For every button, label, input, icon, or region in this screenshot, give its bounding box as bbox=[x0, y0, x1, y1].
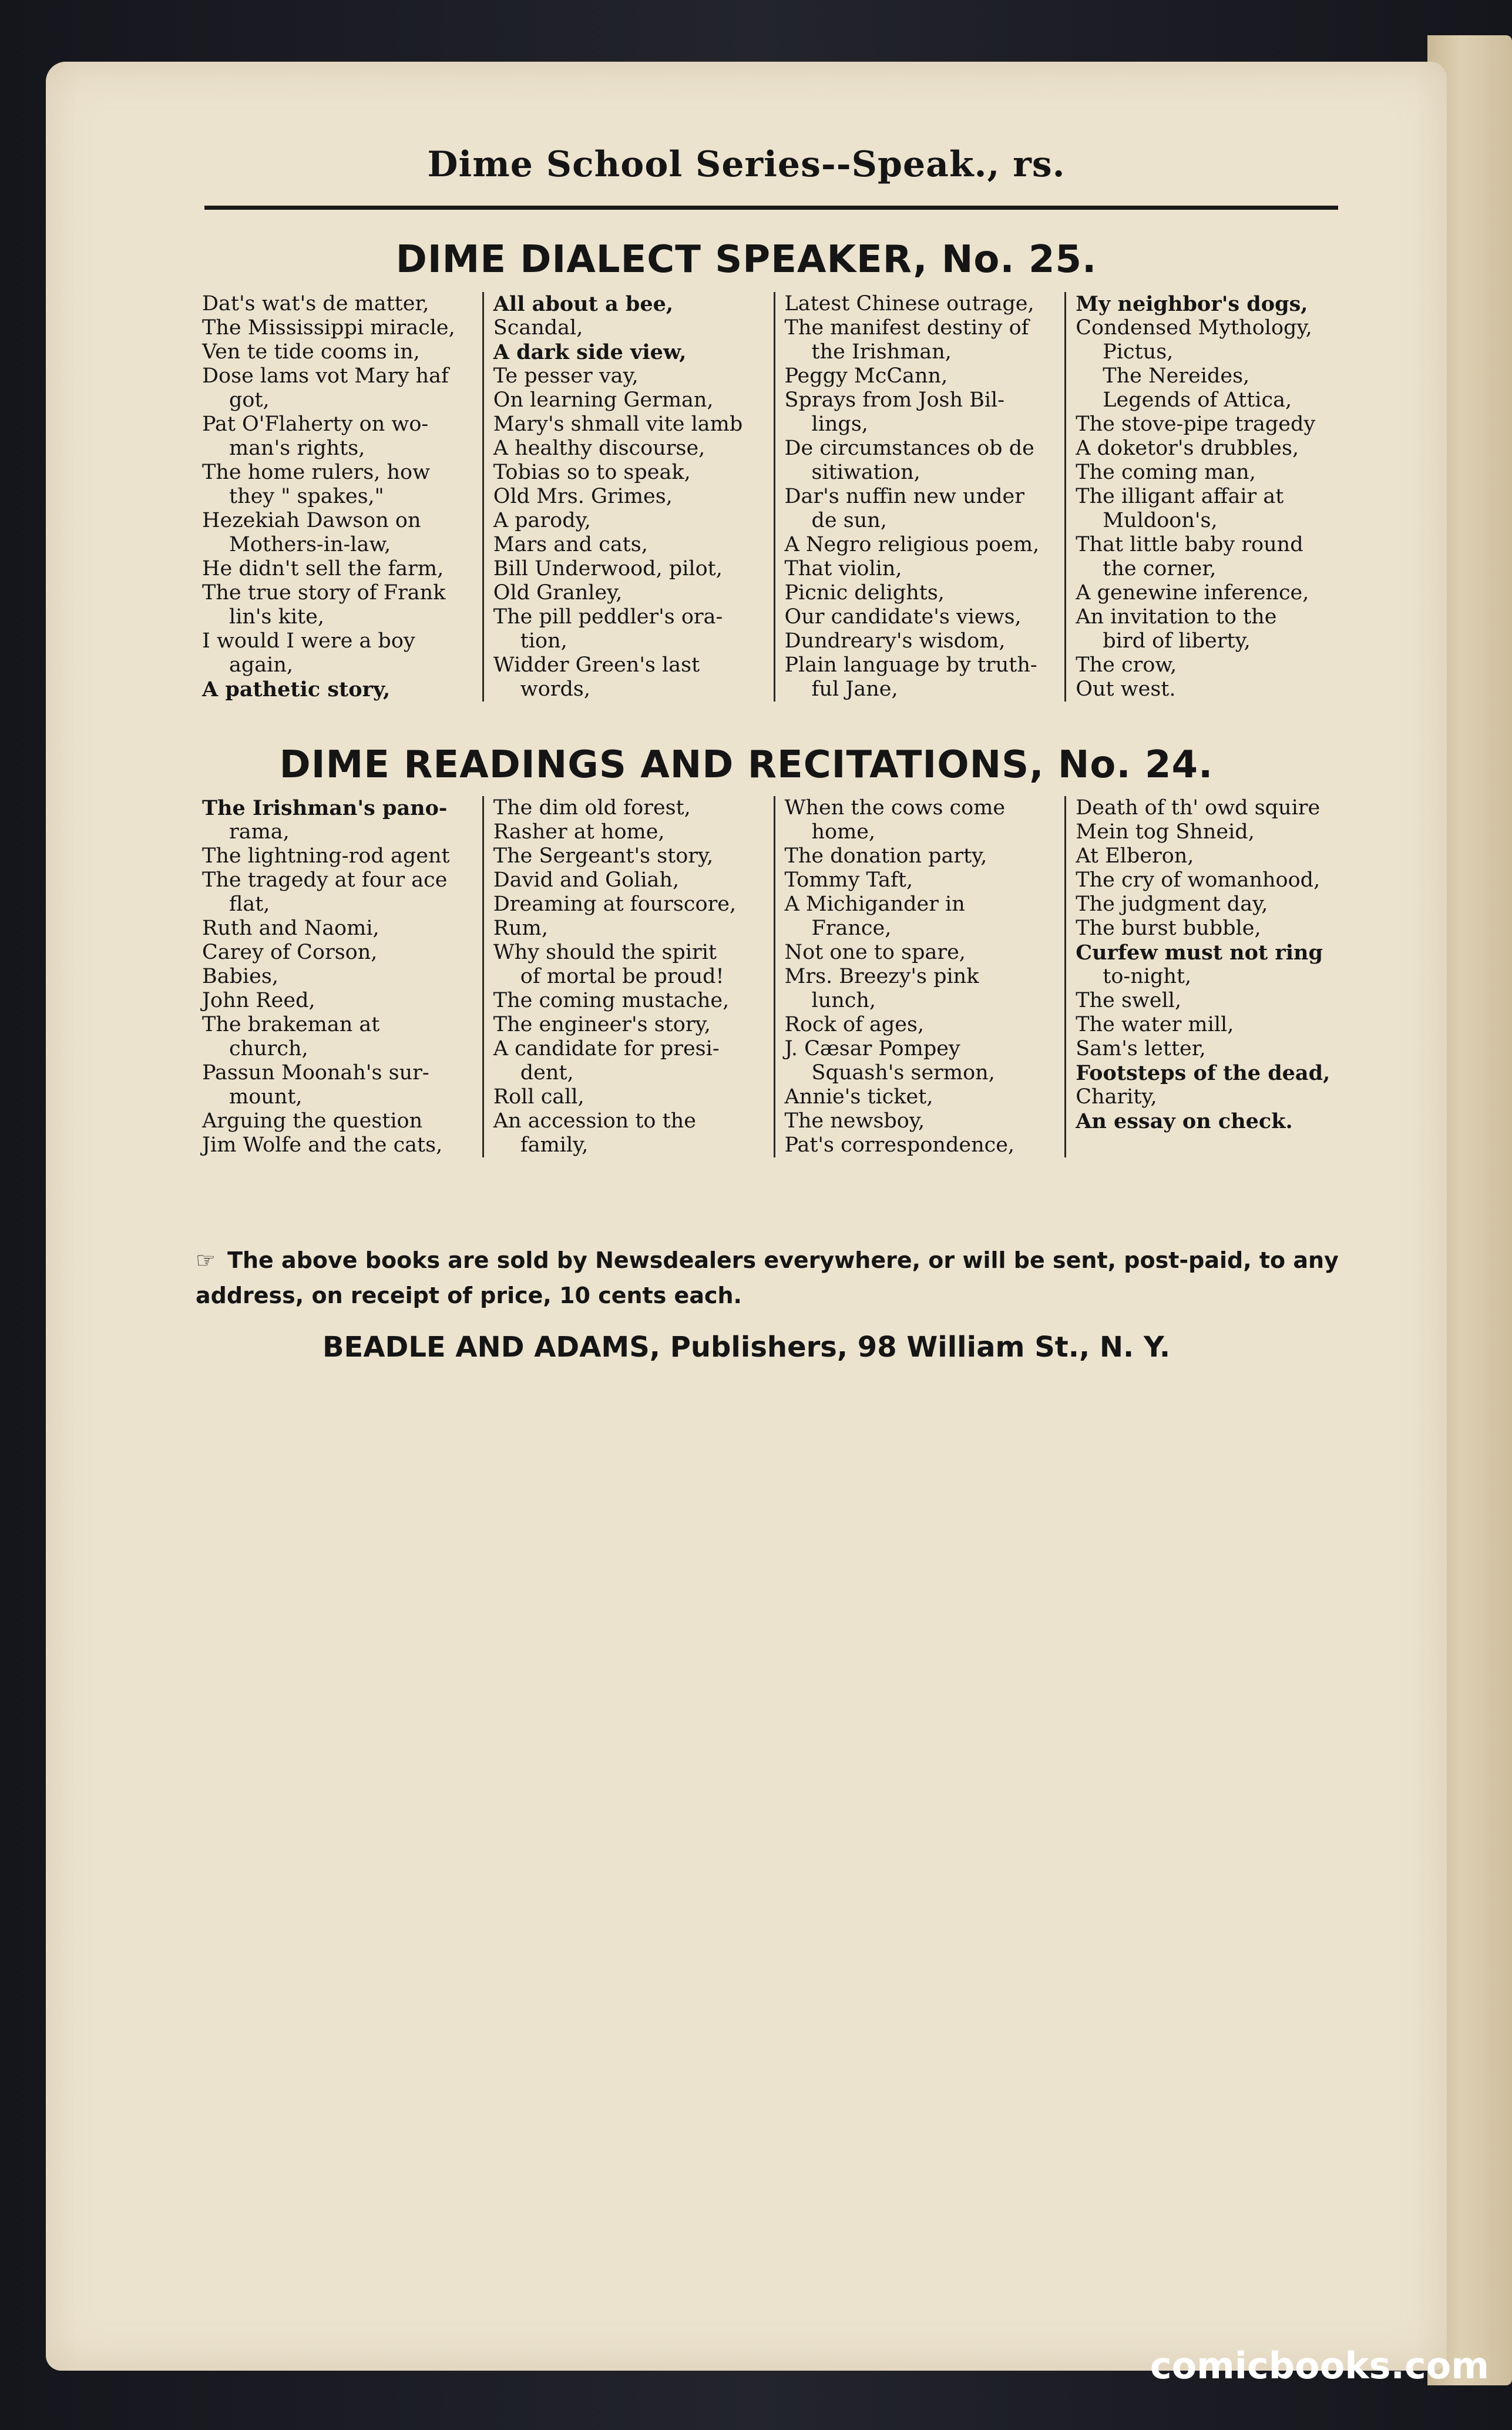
title-entry: The dim old forest, bbox=[493, 796, 691, 820]
section-title-dialect-speaker: DIME DIALECT SPEAKER, No. 25. bbox=[395, 238, 1097, 281]
title-column-2 bbox=[482, 292, 774, 702]
title-column-3 bbox=[774, 796, 1065, 1157]
title-entry: bird of liberty, bbox=[1103, 629, 1251, 653]
title-entry: Mein tog Shneid, bbox=[1076, 820, 1255, 844]
title-entry: An accession to the bbox=[493, 1109, 696, 1133]
title-entry: The coming mustache, bbox=[493, 989, 730, 1012]
title-entry: Rasher at home, bbox=[493, 820, 665, 844]
title-entry: A pathetic story, bbox=[202, 677, 391, 702]
title-entry: the corner, bbox=[1103, 557, 1217, 580]
title-entry: Pictus, bbox=[1103, 340, 1174, 364]
title-entry: ful Jane, bbox=[811, 677, 898, 701]
title-entry: Peggy McCann, bbox=[784, 364, 948, 388]
title-entry: de sun, bbox=[811, 509, 887, 532]
title-entry: My neighbor's dogs, bbox=[1076, 292, 1308, 316]
title-entry: to-night, bbox=[1103, 965, 1192, 988]
title-entry: The Sergeant's story, bbox=[493, 844, 714, 868]
title-entry: J. Cæsar Pompey bbox=[784, 1037, 960, 1060]
title-entry: A Negro religious poem, bbox=[784, 533, 1040, 556]
sales-notice bbox=[196, 1243, 1359, 1313]
title-entry: He didn't sell the farm, bbox=[202, 557, 444, 580]
title-entry: The newsboy, bbox=[784, 1109, 925, 1133]
title-entry: Rock of ages, bbox=[784, 1013, 925, 1036]
title-entry: Hezekiah Dawson on bbox=[202, 509, 421, 532]
title-entry: family, bbox=[520, 1133, 589, 1157]
title-entry: Widder Green's last bbox=[493, 653, 700, 677]
title-entry: words, bbox=[520, 677, 591, 701]
title-entry: Squash's sermon, bbox=[811, 1061, 995, 1085]
title-entry: Curfew must not ring bbox=[1076, 941, 1323, 965]
title-entry: Rum, bbox=[493, 917, 548, 940]
title-entry: The coming man, bbox=[1076, 461, 1256, 484]
title-entry: Our candidate's views, bbox=[784, 605, 1022, 629]
title-entry: Sam's letter, bbox=[1076, 1037, 1206, 1060]
title-entry: Roll call, bbox=[493, 1085, 584, 1109]
title-entry: mount, bbox=[229, 1085, 303, 1109]
title-entry: Pat O'Flaherty on wo- bbox=[202, 412, 429, 436]
title-entry: The judgment day, bbox=[1076, 892, 1268, 916]
title-entry: of mortal be proud! bbox=[520, 965, 724, 988]
title-entry: Babies, bbox=[202, 965, 278, 988]
title-entry: The brakeman at bbox=[202, 1013, 380, 1036]
title-entry: A genewine inference, bbox=[1076, 581, 1309, 605]
title-entry: got, bbox=[229, 388, 270, 412]
title-entry: lings, bbox=[811, 412, 868, 436]
title-entry: The Mississippi miracle, bbox=[202, 316, 455, 340]
running-head: Dime School Series--Speak., rs. bbox=[427, 144, 1066, 185]
title-entry: Mars and cats, bbox=[493, 533, 648, 556]
title-entry: Bill Underwood, pilot, bbox=[493, 557, 723, 580]
catalog-page bbox=[46, 62, 1447, 2371]
title-entry: A parody, bbox=[493, 509, 591, 532]
title-entry: Death of th' owd squire bbox=[1076, 796, 1321, 820]
title-entry: Mothers-in-law, bbox=[229, 533, 391, 556]
title-entry: Jim Wolfe and the cats, bbox=[202, 1133, 443, 1157]
title-entry: Dat's wat's de matter, bbox=[202, 292, 429, 316]
title-column-1 bbox=[193, 796, 482, 1157]
title-entry: The true story of Frank bbox=[202, 581, 446, 605]
title-entry: lunch, bbox=[811, 989, 876, 1012]
title-entry: Sprays from Josh Bil- bbox=[784, 388, 1005, 412]
section-columns-dialect-speaker bbox=[193, 292, 1356, 702]
title-entry: The illigant affair at bbox=[1076, 485, 1284, 508]
title-entry: David and Goliah, bbox=[493, 868, 680, 892]
title-entry: they " spakes," bbox=[229, 485, 384, 508]
title-entry: Carey of Corson, bbox=[202, 941, 378, 964]
title-entry: Old Granley, bbox=[493, 581, 623, 605]
title-entry: Plain language by truth- bbox=[784, 653, 1037, 677]
title-entry: Mrs. Breezy's pink bbox=[784, 965, 979, 988]
title-entry: tion, bbox=[520, 629, 567, 653]
title-entry: Arguing the question bbox=[202, 1109, 423, 1133]
title-entry: sitiwation, bbox=[811, 461, 920, 484]
title-entry: Out west. bbox=[1076, 677, 1176, 701]
title-column-4 bbox=[1064, 292, 1356, 702]
title-entry: Pat's correspondence, bbox=[784, 1133, 1015, 1157]
title-entry: Muldoon's, bbox=[1103, 509, 1218, 532]
title-entry: That violin, bbox=[784, 557, 902, 580]
title-entry: the Irishman, bbox=[811, 340, 952, 364]
title-entry: The cry of womanhood, bbox=[1076, 868, 1321, 892]
title-entry: The burst bubble, bbox=[1076, 917, 1261, 940]
title-entry: again, bbox=[229, 653, 293, 677]
title-entry: On learning German, bbox=[493, 388, 714, 412]
title-entry: church, bbox=[229, 1037, 308, 1060]
title-entry: Passun Moonah's sur- bbox=[202, 1061, 429, 1085]
title-entry: I would I were a boy bbox=[202, 629, 415, 653]
title-entry: Ruth and Naomi, bbox=[202, 917, 379, 940]
sales-notice-text: The above books are sold by Newsdealers everywhere, or will be sent, post-paid, to any address, on receipt of price, 10 cents each. bbox=[196, 1247, 1339, 1308]
title-entry: Annie's ticket, bbox=[784, 1085, 933, 1109]
publisher-imprint: BEADLE AND ADAMS, Publishers, 98 William St., N. Y. bbox=[322, 1331, 1171, 1364]
title-entry: Not one to spare, bbox=[784, 941, 966, 964]
title-entry: At Elberon, bbox=[1076, 844, 1194, 868]
title-entry: The swell, bbox=[1076, 989, 1182, 1012]
title-entry: The water mill, bbox=[1076, 1013, 1234, 1036]
title-entry: The pill peddler's ora- bbox=[493, 605, 723, 629]
title-entry: Footsteps of the dead, bbox=[1076, 1061, 1330, 1085]
title-entry: All about a bee, bbox=[493, 292, 674, 316]
section-columns-readings-recitations bbox=[193, 796, 1356, 1157]
title-entry: Legends of Attica, bbox=[1103, 388, 1292, 412]
title-entry: Dreaming at fourscore, bbox=[493, 892, 737, 916]
title-entry: When the cows come bbox=[784, 796, 1006, 820]
title-entry: Old Mrs. Grimes, bbox=[493, 485, 673, 508]
title-entry: The stove-pipe tragedy bbox=[1076, 412, 1316, 436]
title-column-3 bbox=[774, 292, 1065, 702]
title-entry: The engineer's story, bbox=[493, 1013, 711, 1036]
title-entry: lin's kite, bbox=[229, 605, 324, 629]
title-entry: Dar's nuffin new under bbox=[784, 485, 1024, 508]
pointing-hand-icon: ☞ bbox=[196, 1247, 216, 1273]
title-entry: A doketor's drubbles, bbox=[1076, 437, 1299, 460]
title-entry: The crow, bbox=[1076, 653, 1177, 677]
title-column-4 bbox=[1064, 796, 1356, 1157]
title-entry: Scandal, bbox=[493, 316, 583, 340]
title-entry: That little baby round bbox=[1076, 533, 1303, 556]
title-entry: De circumstances ob de bbox=[784, 437, 1034, 460]
title-entry: An essay on check. bbox=[1076, 1109, 1293, 1133]
title-entry: Dose lams vot Mary haf bbox=[202, 364, 449, 388]
title-entry: An invitation to the bbox=[1076, 605, 1277, 629]
title-entry: Te pesser vay, bbox=[493, 364, 639, 388]
title-entry: man's rights, bbox=[229, 437, 365, 460]
title-entry: Mary's shmall vite lamb bbox=[493, 412, 743, 436]
title-entry: Ven te tide cooms in, bbox=[202, 340, 420, 364]
title-entry: John Reed, bbox=[202, 989, 315, 1012]
title-entry: A healthy discourse, bbox=[493, 437, 705, 460]
title-entry: Dundreary's wisdom, bbox=[784, 629, 1006, 653]
title-entry: The home rulers, how bbox=[202, 461, 431, 484]
title-entry: A Michigander in bbox=[784, 892, 965, 916]
title-entry: The lightning-rod agent bbox=[202, 844, 450, 868]
title-entry: dent, bbox=[520, 1061, 574, 1085]
title-entry: Picnic delights, bbox=[784, 581, 945, 605]
title-entry: Tobias so to speak, bbox=[493, 461, 691, 484]
title-entry: The Irishman's pano- bbox=[202, 796, 448, 820]
header-rule bbox=[204, 206, 1338, 210]
site-watermark: comicbooks.com bbox=[1150, 2344, 1489, 2387]
title-entry: Charity, bbox=[1076, 1085, 1157, 1109]
title-entry: The manifest destiny of bbox=[784, 316, 1029, 340]
title-entry: The tragedy at four ace bbox=[202, 868, 448, 892]
title-column-1 bbox=[193, 292, 482, 702]
title-entry: Condensed Mythology, bbox=[1076, 316, 1312, 340]
title-entry: Tommy Taft, bbox=[784, 868, 913, 892]
title-entry: A dark side view, bbox=[493, 340, 687, 364]
title-entry: The Nereides, bbox=[1103, 364, 1250, 388]
title-entry: A candidate for presi- bbox=[493, 1037, 720, 1060]
title-entry: rama, bbox=[229, 820, 290, 844]
title-entry: flat, bbox=[229, 892, 270, 916]
title-entry: The donation party, bbox=[784, 844, 987, 868]
title-entry: Latest Chinese outrage, bbox=[784, 292, 1034, 316]
title-entry: France, bbox=[811, 917, 892, 940]
title-entry: Why should the spirit bbox=[493, 941, 717, 964]
title-column-2 bbox=[482, 796, 774, 1157]
title-entry: home, bbox=[811, 820, 876, 844]
section-title-readings-recitations: DIME READINGS AND RECITATIONS, No. 24. bbox=[279, 743, 1214, 787]
